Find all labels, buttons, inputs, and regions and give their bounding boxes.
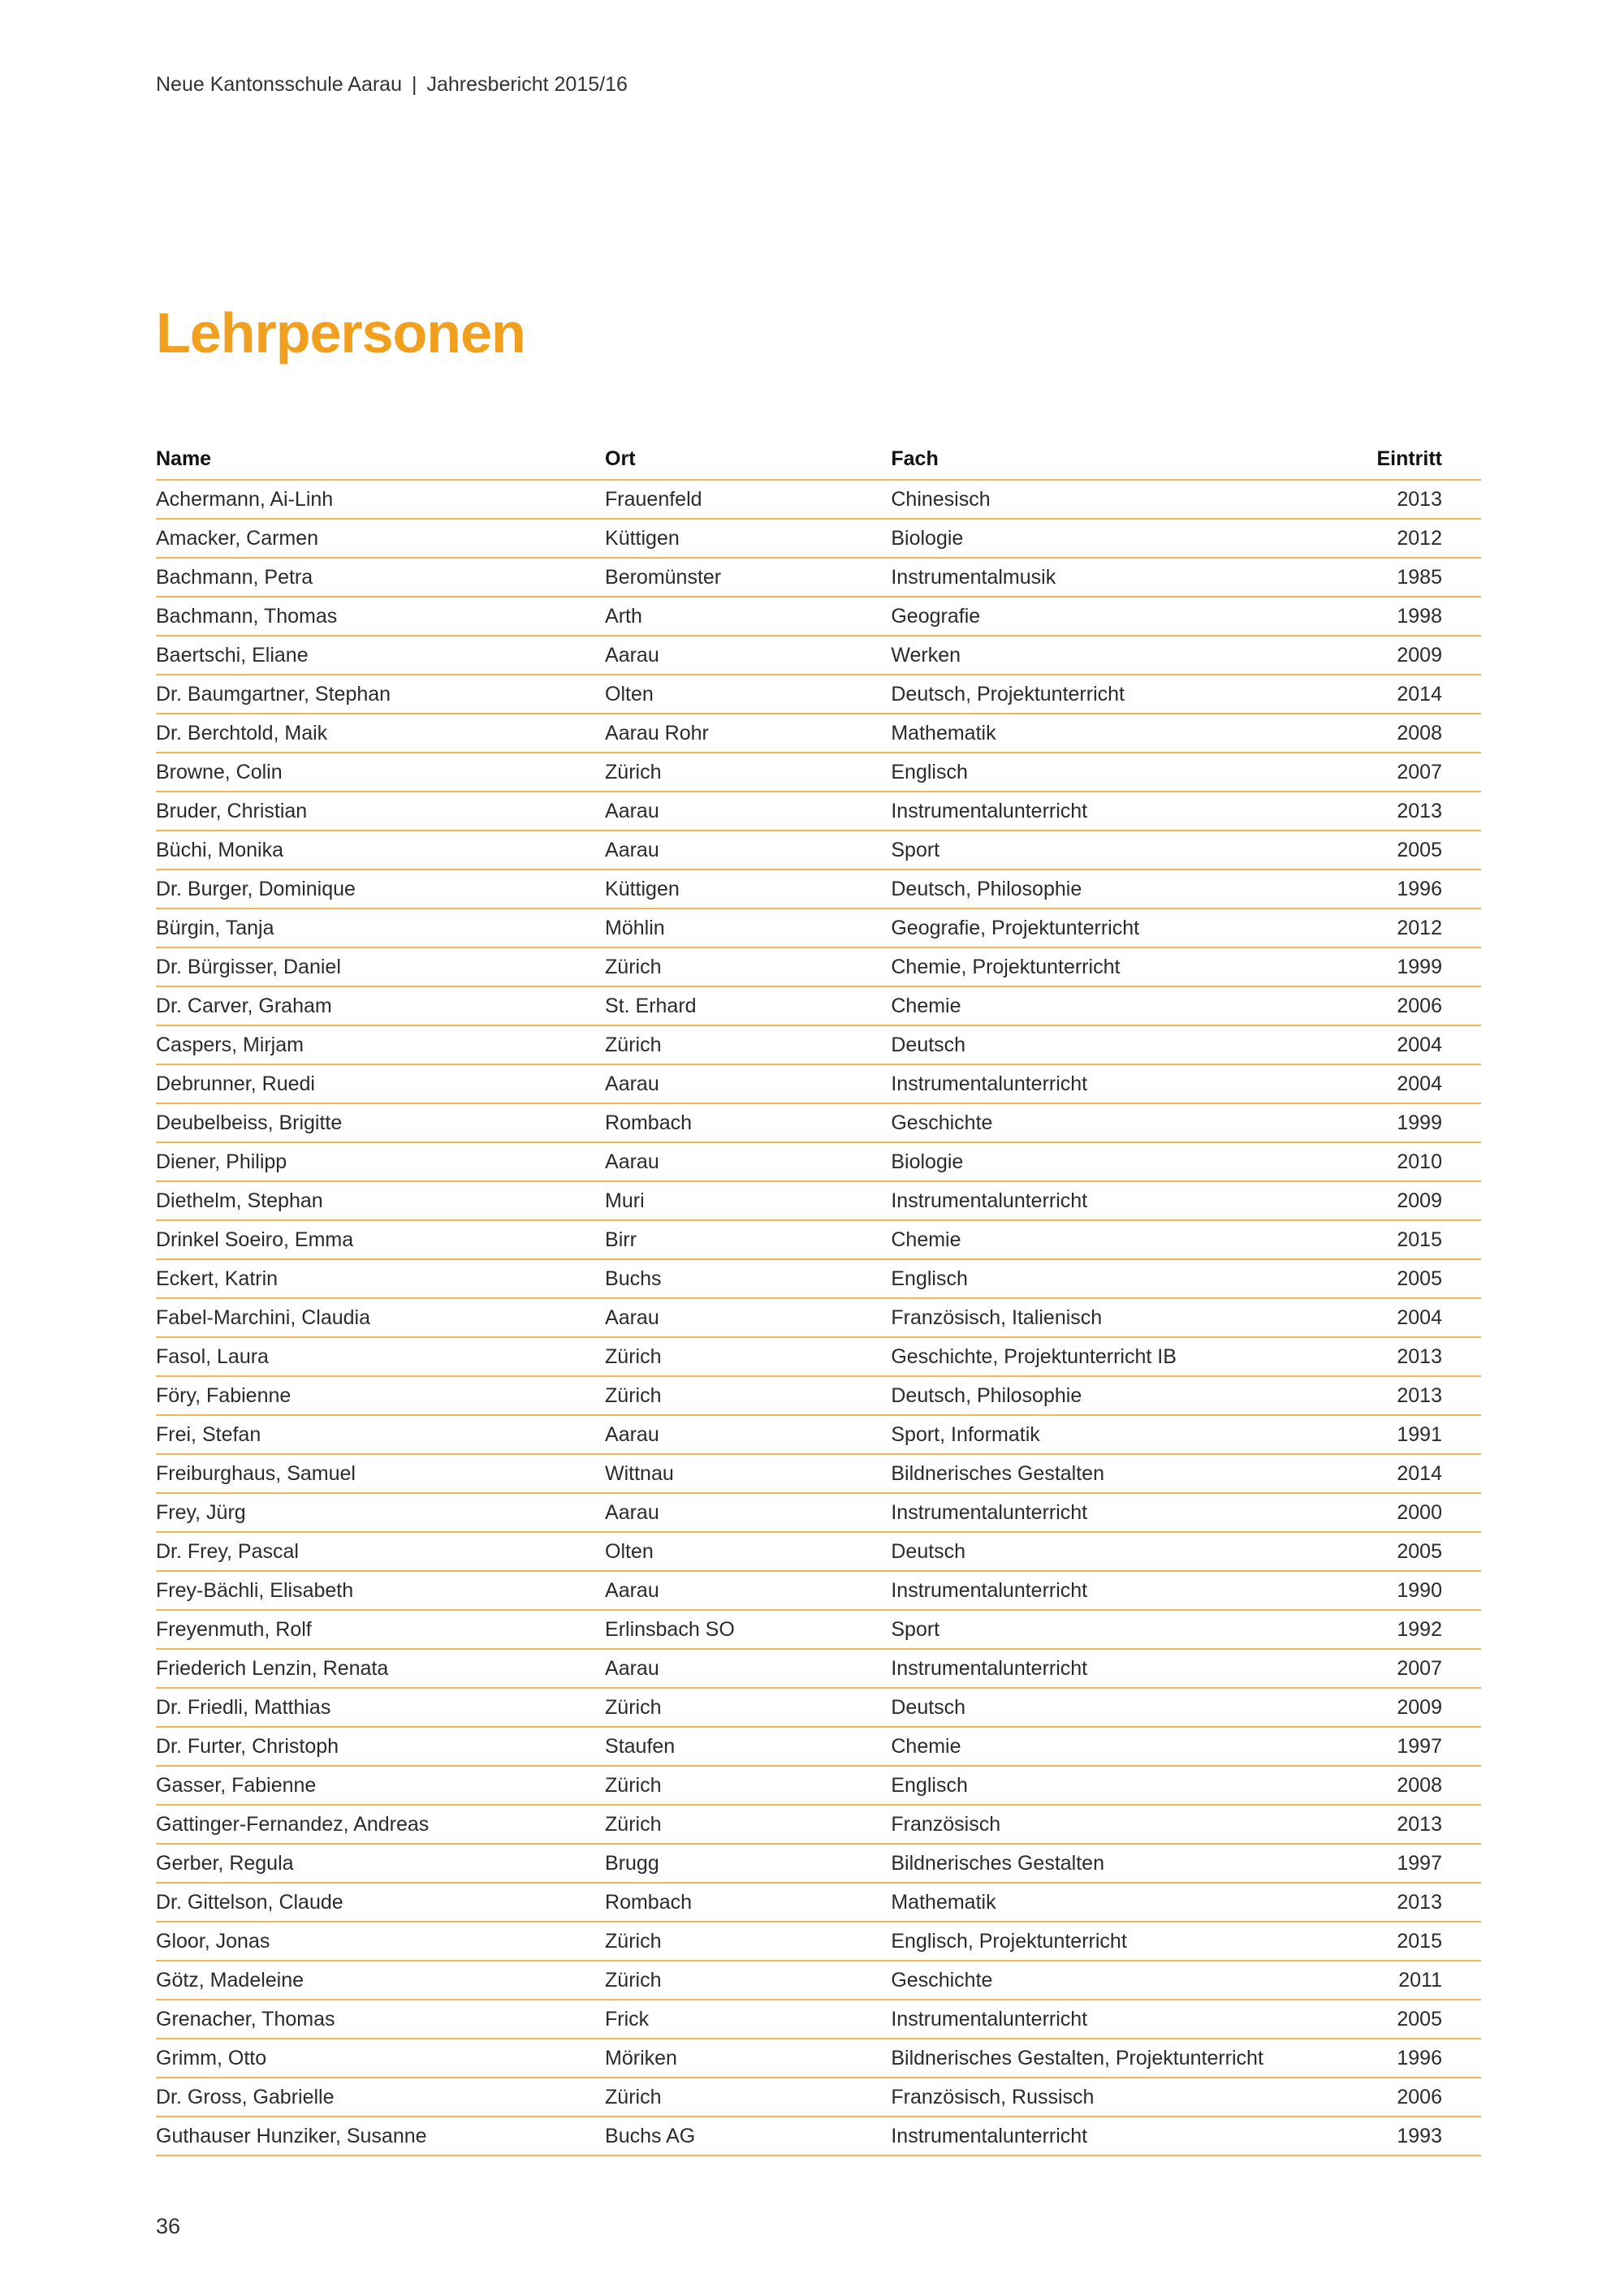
cell-name: Grimm, Otto	[156, 2039, 605, 2078]
cell-ort: Möhlin	[605, 908, 891, 947]
table-row	[156, 1337, 1481, 1376]
cell-eintritt: 2015	[1376, 1922, 1481, 1961]
cell-ort: Zürich	[605, 1766, 891, 1805]
cell-name: Bürgin, Tanja	[156, 908, 605, 947]
table-row	[156, 831, 1481, 870]
cell-fach: Mathematik	[891, 1883, 1376, 1922]
cell-eintritt: 2005	[1376, 1532, 1481, 1571]
table-row	[156, 2000, 1481, 2039]
cell-name: Diener, Philipp	[156, 1142, 605, 1181]
cell-ort: Zürich	[605, 1961, 891, 2000]
cell-name: Dr. Friedli, Matthias	[156, 1688, 605, 1727]
cell-eintritt: 2008	[1376, 1766, 1481, 1805]
cell-fach: Geografie, Projektunterricht	[891, 908, 1376, 947]
table-row	[156, 1922, 1481, 1961]
cell-eintritt: 2013	[1376, 1376, 1481, 1415]
table-header-row	[156, 438, 1481, 480]
cell-eintritt: 2009	[1376, 636, 1481, 675]
cell-name: Büchi, Monika	[156, 831, 605, 870]
column-header-ort: Ort	[605, 438, 891, 480]
cell-ort: Staufen	[605, 1727, 891, 1766]
table-row	[156, 597, 1481, 636]
cell-name: Gasser, Fabienne	[156, 1766, 605, 1805]
cell-ort: Zürich	[605, 2078, 891, 2117]
cell-eintritt: 2013	[1376, 1337, 1481, 1376]
cell-ort: Aarau	[605, 1493, 891, 1532]
cell-eintritt: 2004	[1376, 1298, 1481, 1337]
cell-ort: Möriken	[605, 2039, 891, 2078]
table-row	[156, 519, 1481, 558]
cell-eintritt: 1990	[1376, 1571, 1481, 1610]
cell-name: Achermann, Ai-Linh	[156, 480, 605, 519]
cell-ort: Küttigen	[605, 519, 891, 558]
cell-ort: Zürich	[605, 1337, 891, 1376]
cell-name: Dr. Frey, Pascal	[156, 1532, 605, 1571]
cell-eintritt: 2005	[1376, 831, 1481, 870]
table-row	[156, 636, 1481, 675]
cell-fach: Englisch	[891, 1259, 1376, 1298]
cell-ort: Olten	[605, 675, 891, 714]
cell-eintritt: 2015	[1376, 1220, 1481, 1259]
table-row	[156, 1064, 1481, 1103]
cell-eintritt: 1999	[1376, 947, 1481, 986]
cell-eintritt: 1999	[1376, 1103, 1481, 1142]
cell-ort: Erlinsbach SO	[605, 1610, 891, 1649]
cell-fach: Geschichte	[891, 1103, 1376, 1142]
cell-name: Debrunner, Ruedi	[156, 1064, 605, 1103]
header-school: Neue Kantonsschule Aarau	[156, 73, 402, 96]
cell-eintritt: 1998	[1376, 597, 1481, 636]
cell-fach: Mathematik	[891, 714, 1376, 753]
cell-eintritt: 2007	[1376, 1649, 1481, 1688]
cell-name: Bachmann, Petra	[156, 558, 605, 597]
table-row	[156, 1259, 1481, 1298]
cell-ort: Aarau	[605, 1142, 891, 1181]
cell-name: Freiburghaus, Samuel	[156, 1454, 605, 1493]
table-row	[156, 2117, 1481, 2156]
cell-eintritt: 1991	[1376, 1415, 1481, 1454]
table-row	[156, 1844, 1481, 1883]
table-row	[156, 1532, 1481, 1571]
cell-eintritt: 2012	[1376, 908, 1481, 947]
cell-fach: Instrumentalunterricht	[891, 1571, 1376, 1610]
table-row	[156, 1688, 1481, 1727]
cell-eintritt: 1993	[1376, 2117, 1481, 2156]
cell-eintritt: 2009	[1376, 1181, 1481, 1220]
cell-name: Dr. Gittelson, Claude	[156, 1883, 605, 1922]
cell-ort: Buchs	[605, 1259, 891, 1298]
cell-fach: Sport, Informatik	[891, 1415, 1376, 1454]
cell-name: Götz, Madeleine	[156, 1961, 605, 2000]
cell-fach: Chemie	[891, 986, 1376, 1025]
cell-eintritt: 2012	[1376, 519, 1481, 558]
cell-fach: Deutsch	[891, 1025, 1376, 1064]
cell-ort: Rombach	[605, 1103, 891, 1142]
cell-fach: Chemie, Projektunterricht	[891, 947, 1376, 986]
cell-eintritt: 2004	[1376, 1025, 1481, 1064]
cell-name: Dr. Bürgisser, Daniel	[156, 947, 605, 986]
table-row	[156, 1805, 1481, 1844]
cell-name: Caspers, Mirjam	[156, 1025, 605, 1064]
cell-ort: Aarau Rohr	[605, 714, 891, 753]
cell-fach: Sport	[891, 1610, 1376, 1649]
cell-eintritt: 2008	[1376, 714, 1481, 753]
table-row	[156, 1298, 1481, 1337]
cell-eintritt: 2010	[1376, 1142, 1481, 1181]
table-row	[156, 1493, 1481, 1532]
cell-name: Dr. Berchtold, Maik	[156, 714, 605, 753]
table-row	[156, 714, 1481, 753]
cell-name: Eckert, Katrin	[156, 1259, 605, 1298]
cell-eintritt: 2000	[1376, 1493, 1481, 1532]
cell-name: Dr. Baumgartner, Stephan	[156, 675, 605, 714]
cell-fach: Französisch, Russisch	[891, 2078, 1376, 2117]
cell-fach: Englisch, Projektunterricht	[891, 1922, 1376, 1961]
cell-name: Bachmann, Thomas	[156, 597, 605, 636]
cell-name: Frey, Jürg	[156, 1493, 605, 1532]
table-row	[156, 1220, 1481, 1259]
cell-ort: St. Erhard	[605, 986, 891, 1025]
cell-name: Dr. Carver, Graham	[156, 986, 605, 1025]
table-row	[156, 1961, 1481, 2000]
table-row	[156, 1883, 1481, 1922]
cell-fach: Bildnerisches Gestalten, Projektunterricht	[891, 2039, 1376, 2078]
cell-fach: Deutsch, Philosophie	[891, 870, 1376, 908]
cell-eintritt: 2006	[1376, 2078, 1481, 2117]
cell-name: Gerber, Regula	[156, 1844, 605, 1883]
cell-eintritt: 2013	[1376, 792, 1481, 831]
cell-name: Deubelbeiss, Brigitte	[156, 1103, 605, 1142]
table-row	[156, 675, 1481, 714]
cell-fach: Englisch	[891, 1766, 1376, 1805]
cell-eintritt: 1997	[1376, 1727, 1481, 1766]
page-number: 36	[156, 2214, 181, 2238]
cell-ort: Frauenfeld	[605, 480, 891, 519]
cell-name: Amacker, Carmen	[156, 519, 605, 558]
cell-eintritt: 1996	[1376, 870, 1481, 908]
cell-eintritt: 2013	[1376, 1883, 1481, 1922]
cell-ort: Aarau	[605, 636, 891, 675]
cell-fach: Sport	[891, 831, 1376, 870]
cell-fach: Chinesisch	[891, 480, 1376, 519]
table-row	[156, 2078, 1481, 2117]
cell-eintritt: 1985	[1376, 558, 1481, 597]
cell-fach: Instrumentalunterricht	[891, 1493, 1376, 1532]
table-row	[156, 1415, 1481, 1454]
cell-fach: Werken	[891, 636, 1376, 675]
table-row	[156, 1376, 1481, 1415]
cell-name: Diethelm, Stephan	[156, 1181, 605, 1220]
cell-fach: Französisch, Italienisch	[891, 1298, 1376, 1337]
cell-fach: Deutsch	[891, 1532, 1376, 1571]
cell-ort: Frick	[605, 2000, 891, 2039]
cell-ort: Aarau	[605, 831, 891, 870]
cell-name: Guthauser Hunziker, Susanne	[156, 2117, 605, 2156]
column-header-name: Name	[156, 438, 605, 480]
cell-fach: Deutsch	[891, 1688, 1376, 1727]
table-row	[156, 1142, 1481, 1181]
cell-ort: Rombach	[605, 1883, 891, 1922]
cell-eintritt: 1997	[1376, 1844, 1481, 1883]
cell-eintritt: 2011	[1376, 1961, 1481, 2000]
cell-ort: Arth	[605, 597, 891, 636]
table-row	[156, 908, 1481, 947]
cell-name: Bruder, Christian	[156, 792, 605, 831]
cell-eintritt: 2004	[1376, 1064, 1481, 1103]
cell-ort: Zürich	[605, 947, 891, 986]
cell-fach: Englisch	[891, 753, 1376, 792]
cell-ort: Zürich	[605, 1376, 891, 1415]
table-row	[156, 1727, 1481, 1766]
column-header-fach: Fach	[891, 438, 1376, 480]
cell-eintritt: 2013	[1376, 480, 1481, 519]
cell-eintritt: 2013	[1376, 1805, 1481, 1844]
cell-name: Dr. Burger, Dominique	[156, 870, 605, 908]
cell-eintritt: 2007	[1376, 753, 1481, 792]
table-row	[156, 870, 1481, 908]
cell-fach: Geschichte	[891, 1961, 1376, 2000]
cell-ort: Aarau	[605, 1571, 891, 1610]
cell-name: Baertschi, Eliane	[156, 636, 605, 675]
teachers-table	[156, 438, 1481, 2156]
cell-ort: Zürich	[605, 1025, 891, 1064]
table-row	[156, 558, 1481, 597]
cell-fach: Instrumentalunterricht	[891, 2117, 1376, 2156]
cell-name: Fasol, Laura	[156, 1337, 605, 1376]
cell-ort: Wittnau	[605, 1454, 891, 1493]
cell-eintritt: 2014	[1376, 675, 1481, 714]
cell-name: Browne, Colin	[156, 753, 605, 792]
table-row	[156, 1025, 1481, 1064]
running-header	[156, 73, 628, 97]
cell-fach: Geografie	[891, 597, 1376, 636]
table-row	[156, 753, 1481, 792]
cell-eintritt: 2005	[1376, 1259, 1481, 1298]
cell-name: Föry, Fabienne	[156, 1376, 605, 1415]
cell-fach: Instrumentalunterricht	[891, 1181, 1376, 1220]
cell-fach: Geschichte, Projektunterricht IB	[891, 1337, 1376, 1376]
table-row	[156, 1766, 1481, 1805]
cell-eintritt: 2009	[1376, 1688, 1481, 1727]
table-row	[156, 1571, 1481, 1610]
table-row	[156, 1454, 1481, 1493]
cell-name: Frey-Bächli, Elisabeth	[156, 1571, 605, 1610]
table-row	[156, 1181, 1481, 1220]
table-row	[156, 1649, 1481, 1688]
cell-fach: Deutsch, Philosophie	[891, 1376, 1376, 1415]
cell-name: Frei, Stefan	[156, 1415, 605, 1454]
cell-ort: Aarau	[605, 1064, 891, 1103]
cell-name: Dr. Gross, Gabrielle	[156, 2078, 605, 2117]
table-row	[156, 986, 1481, 1025]
cell-fach: Bildnerisches Gestalten	[891, 1454, 1376, 1493]
cell-ort: Olten	[605, 1532, 891, 1571]
header-report: Jahresbericht 2015/16	[426, 73, 628, 96]
cell-ort: Aarau	[605, 1298, 891, 1337]
cell-fach: Deutsch, Projektunterricht	[891, 675, 1376, 714]
column-header-eintritt: Eintritt	[1376, 438, 1481, 480]
cell-name: Drinkel Soeiro, Emma	[156, 1220, 605, 1259]
cell-ort: Birr	[605, 1220, 891, 1259]
table-row	[156, 947, 1481, 986]
cell-eintritt: 1996	[1376, 2039, 1481, 2078]
cell-ort: Zürich	[605, 1688, 891, 1727]
cell-ort: Muri	[605, 1181, 891, 1220]
cell-eintritt: 1992	[1376, 1610, 1481, 1649]
cell-ort: Aarau	[605, 792, 891, 831]
cell-fach: Chemie	[891, 1220, 1376, 1259]
cell-name: Fabel-Marchini, Claudia	[156, 1298, 605, 1337]
cell-name: Gattinger-Fernandez, Andreas	[156, 1805, 605, 1844]
table-row	[156, 792, 1481, 831]
cell-eintritt: 2005	[1376, 2000, 1481, 2039]
cell-fach: Chemie	[891, 1727, 1376, 1766]
cell-fach: Instrumentalmusik	[891, 558, 1376, 597]
cell-name: Freyenmuth, Rolf	[156, 1610, 605, 1649]
cell-ort: Aarau	[605, 1649, 891, 1688]
table-row	[156, 1103, 1481, 1142]
cell-fach: Instrumentalunterricht	[891, 792, 1376, 831]
cell-ort: Zürich	[605, 1922, 891, 1961]
cell-fach: Instrumentalunterricht	[891, 1064, 1376, 1103]
cell-eintritt: 2014	[1376, 1454, 1481, 1493]
cell-fach: Biologie	[891, 519, 1376, 558]
cell-fach: Biologie	[891, 1142, 1376, 1181]
cell-name: Grenacher, Thomas	[156, 2000, 605, 2039]
cell-ort: Beromünster	[605, 558, 891, 597]
table-row	[156, 480, 1481, 519]
cell-fach: Instrumentalunterricht	[891, 2000, 1376, 2039]
cell-ort: Buchs AG	[605, 2117, 891, 2156]
cell-ort: Zürich	[605, 753, 891, 792]
cell-name: Dr. Furter, Christoph	[156, 1727, 605, 1766]
table-row	[156, 2039, 1481, 2078]
cell-fach: Bildnerisches Gestalten	[891, 1844, 1376, 1883]
header-separator: |	[412, 73, 417, 96]
cell-name: Friederich Lenzin, Renata	[156, 1649, 605, 1688]
cell-ort: Küttigen	[605, 870, 891, 908]
cell-ort: Brugg	[605, 1844, 891, 1883]
cell-ort: Aarau	[605, 1415, 891, 1454]
cell-ort: Zürich	[605, 1805, 891, 1844]
cell-name: Gloor, Jonas	[156, 1922, 605, 1961]
cell-fach: Instrumentalunterricht	[891, 1649, 1376, 1688]
cell-fach: Französisch	[891, 1805, 1376, 1844]
cell-eintritt: 2006	[1376, 986, 1481, 1025]
table-row	[156, 1610, 1481, 1649]
page-title: Lehrpersonen	[156, 301, 525, 365]
